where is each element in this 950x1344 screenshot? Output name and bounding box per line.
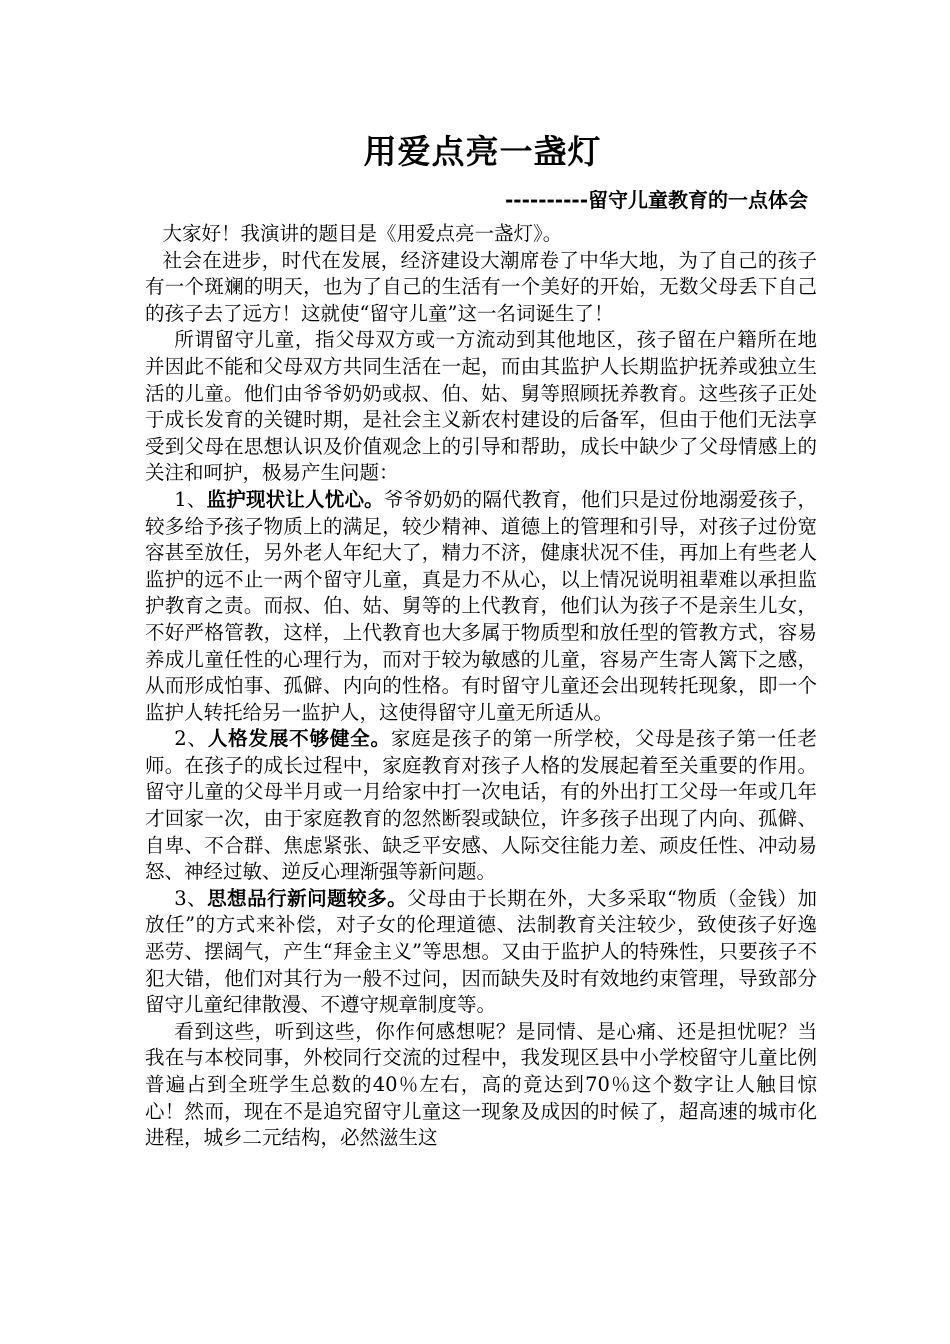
document-title: 用爱点亮一盏灯 <box>363 132 602 171</box>
paragraph-intro: 社会在进步，时代在发展，经济建设大潮席卷了中华大地，为了自己的孩子有一个斑斓的明天，也为了自己的生活有一个美好的开始，无数父母丢下自己的孩子去了远方！这就使“留守儿童”这一名词诞生了！ <box>145 248 817 325</box>
point-2-heading: 人格发展不够健全。 <box>207 727 391 751</box>
point-3-number: 3、 <box>174 886 208 910</box>
document-subtitle: ----------留守儿童教育的一点体会 <box>504 188 808 212</box>
paragraph-point-1 <box>145 487 817 726</box>
point-1-number: 1、 <box>174 487 207 511</box>
paragraph-point-2 <box>145 726 817 886</box>
point-2-number: 2、 <box>174 727 208 751</box>
paragraph-greeting: 大家好！我演讲的题目是《用爱点亮一盏灯》。 <box>162 222 563 245</box>
document-body <box>145 221 817 1152</box>
point-1-text: 爷爷奶奶的隔代教育，他们只是过份地溺爱孩子，较多给予孩子物质上的满足，较少精神、道德上的管理和引导，对孩子过份宽容甚至放任，另外老人年纪大了，精力不济，健康状况不佳，再加上有些老人监护的远不止一两个留守儿童，真是力不从心，以上情况说明祖辈难以承担监护教育之责。而叔、伯、姑、舅等的上代教育，他们认为孩子不是亲生儿女，不好严格管教，这样，上代教育也大多属于物质型和放任型的管教方式，容易养成儿童任性的心理行为，而对于较为敏感的儿童，容易产生寄人篱下之感，从而形成怕事、孤僻、内向的性格。有时留守儿童还会出现转托现象，即一个监护人转托给另一监护人，这使得留守儿童无所适从。 <box>145 487 817 724</box>
point-1-heading: 监护现状让人忧心。 <box>206 487 384 511</box>
point-3-text: 父母由于长期在外，大多采取“物质（金钱）加放任”的方式来补偿，对子女的伦理道德、法制教育关注较少，致使孩子好逸恶劳、摆阔气，产生“拜金主义”等思想。又由于监护人的特殊性，只要孩子不犯大错，他们对其行为一般不过问，因而缺失及时有效地约束管理，导致部分留守儿童纪律散漫、不遵守规章制度等。 <box>145 886 817 1017</box>
paragraph-point-3 <box>145 886 817 1019</box>
point-3-heading: 思想品行新问题较多。 <box>207 886 408 910</box>
paragraph-reflection: 看到这些，听到这些，你作何感想呢？是同情、是心痛、还是担忧呢？当我在与本校同事，外校同行交流的过程中，我发现区县中小学校留守儿童比例普遍占到全班学生总数的40％左右，高的竟达到70％这个数字让人触目惊心！然而，现在不是追究留守儿童这一现象及成因的时候了，超高速的城市化进程，城乡二元结构，必然滋生这 <box>145 1019 817 1150</box>
paragraph-definition: 所谓留守儿童，指父母双方或一方流动到其他地区，孩子留在户籍所在地并因此不能和父母双方共同生活在一起，而由其监护人长期监护抚养或独立生活的儿童。他们由爷爷奶奶或叔、伯、姑、舅等照顾抚养教育。这些孩子正处于成长发育的关键时期，是社会主义新农村建设的后备军，但由于他们无法享受到父母在思想认识及价值观念上的引导和帮助，成长中缺少了父母情感上的关注和呵护，极易产生问题： <box>145 328 817 485</box>
point-2-text: 家庭是孩子的第一所学校，父母是孩子第一任老师。在孩子的成长过程中，家庭教育对孩子人格的发展起着至关重要的作用。留守儿童的父母半月或一月给家中打一次电话，有的外出打工父母一年或几年才回家一次，由于家庭教育的忽然断裂或缺位，许多孩子出现了内向、孤僻、自卑、不合群、焦虑紧张、缺乏平安感、人际交往能力差、顽皮任性、冲动易怒、神经过敏、逆反心理渐强等新问题。 <box>145 727 817 884</box>
